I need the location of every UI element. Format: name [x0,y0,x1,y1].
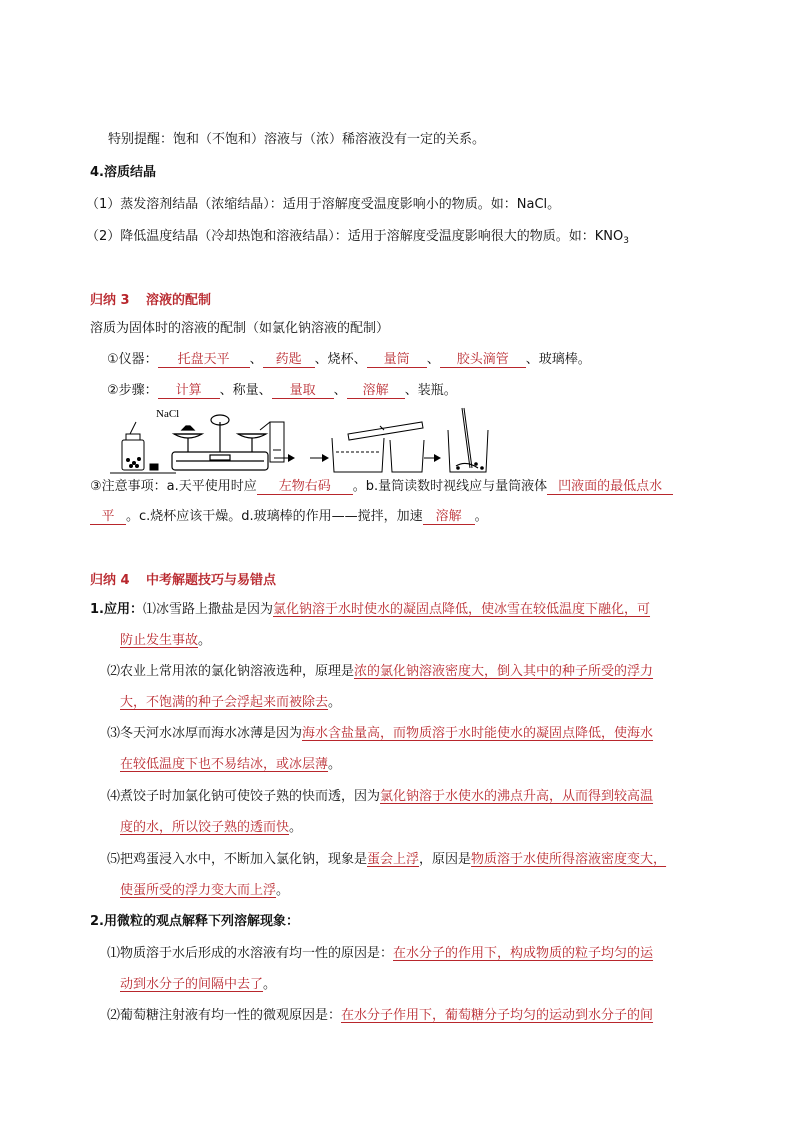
crystallization-item-2: （2）降低温度结晶（冷却热饱和溶液结晶）：适用于溶解度受温度影响很大的物质。如：$KNO_3$ [86,229,629,246]
application-item-5-line-2: 使蛋所受的浮力变大而上浮。 [120,883,290,898]
blank-note-3: 溶解 [423,509,475,525]
subscript-3: 3 [623,236,629,246]
stirring-beaker-icon [448,408,488,472]
section-title: 中考解题技巧与易错点 [146,573,277,588]
special-tip: 特别提醒：饱和（不饱和）溶液与（浓）稀溶液没有一定的关系。 [108,132,486,147]
blank-instrument-4: 胶头滴管 [440,352,526,368]
arrow-icon [274,454,441,462]
blank-note-2a: 凹液面的最低点水 [547,479,673,495]
solution-prep-intro: 溶质为固体时的溶液的配制（如氯化钠溶液的配制） [90,321,390,336]
application-item-1-line-2: 防止发生事故。 [120,633,212,648]
blank-note-1: 左物右码 [257,479,353,495]
blank-step-1: 计算 [158,383,220,399]
application-item-3-line-2: 在较低温度下也不易结冰，或冰层薄。 [120,757,342,772]
application-item-1-line-1: 1.应用：⑴冰雪路上撒盐是因为氯化钠溶于水时使水的凝固点降低，使冰雪在较低温度下融化，可 [90,602,651,617]
blank-instrument-3: 量筒 [367,352,427,368]
application-item-4-line-2: 度的水，所以饺子熟的透而快。 [120,820,303,835]
particle-view-heading: 2.用微粒的观点解释下列溶解现象： [90,914,299,929]
solution-prep-figure [110,400,500,476]
application-item-5-line-1: ⑸把鸡蛋浸入水中，不断加入氯化钠，现象是蛋会上浮，原因是物质溶于水使所得溶液密度变大， [107,852,667,867]
section-number: 归纳 3 [90,293,130,308]
figure-label-nacl: NaCl [156,408,180,420]
graduated-cylinder-icon [260,422,284,462]
blank-instrument-1: 托盘天平 [158,352,250,368]
notes-line-2: 平 。c.烧杯应该干燥。d.玻璃棒的作用——搅拌，加速 溶解 。 [90,508,488,526]
section-number: 归纳 4 [90,573,130,588]
instruments-line: ①仪器： 托盘天平 、 药匙 、烧杯、 量筒 、 胶头滴管 、玻璃棒。 [107,352,591,367]
blank-step-3: 溶解 [347,383,405,399]
particle-item-2-line-1: ⑵葡萄糖注射液有均一性的微观原因是：在水分子作用下，葡萄糖分子均匀的运动到水分子的间 [107,1008,654,1023]
application-item-2-line-1: ⑵农业上常用浓的氯化钠溶液选种，原理是浓的氯化钠溶液密度大，倒入其中的种子所受的浮力 [107,664,654,679]
application-item-3-line-1: ⑶冬天河水冰厚而海水冰薄是因为海水含盐量高，而物质溶于水时能使水的凝固点降低，使海水 [107,726,654,741]
pouring-cylinder-icon [348,422,424,472]
beaker-icon [332,438,384,472]
particle-item-1-line-1: ⑴物质溶于水后形成的水溶液有均一性的原因是：在水分子的作用下，构成物质的粒子均匀的运 [107,946,654,961]
crystallization-item-1: （1）蒸发溶剂结晶（浓缩结晶）：适用于溶解度受温度影响小的物质。如：NaCl。 [86,197,561,212]
section-3-heading [90,289,211,308]
blank-instrument-2: 药匙 [263,352,315,368]
blank-step-2: 量取 [272,383,334,399]
application-item-2-line-2: 大，不饱满的种子会浮起来而被除去。 [120,695,342,710]
notes-line-1: ③注意事项：a.天平使用时应 左物右码 。b.量筒读数时视线应与量筒液体 凹液面的最低点水 [90,478,673,496]
particle-item-1-line-2: 动到水分子的间隔中去了。 [120,977,277,992]
balance-scale-icon [172,415,268,470]
application-item-4-line-1: ⑷煮饺子时加氯化钠可使饺子熟的快而透，因为氯化钠溶于水使水的沸点升高，从而得到较高温 [107,789,654,804]
blank-note-2b: 平 [90,509,126,525]
steps-line: ②步骤： 计算 、称量、 量取 、 溶解 、装瓶。 [107,383,457,398]
section-title: 溶液的配制 [146,293,212,308]
section-4-heading [90,569,276,588]
heading-crystallization: 4.溶质结晶 [90,165,156,180]
reagent-jar-icon [122,422,158,470]
